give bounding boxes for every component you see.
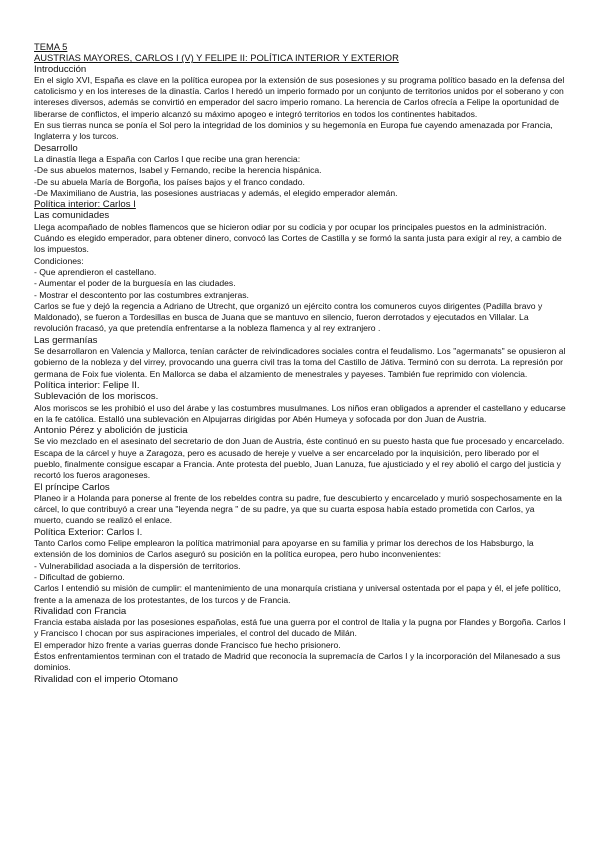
paragraph: Se desarrollaron en Valencia y Mallorca, tenían carácter de reivindicadores sociales contra el feudalismo. Los "agermanats" se opusieron al gobierno de la nobleza y del virrey, provocando una guerra civil tras la toma del Castillo de Játiva. Terminó con su derrota. La represión por germana de Foix fue violenta. En Mallorca se daba el alzamiento de menestrales y payeses. También fue reprimido con violencia. <box>34 346 566 379</box>
paragraph: - Dificultad de gobierno. <box>34 571 125 582</box>
paragraph: Tanto Carlos como Felipe emplearon la política matrimonial para apoyarse en su familia y primar los derechos de los Habsburgo, la extensión de los dominios de Carlos aseguró su posición en la política europea, pero hubo inconvenientes: <box>34 538 534 560</box>
paragraph: - Que aprendieron el castellano. <box>34 266 157 277</box>
document-body <box>34 41 566 685</box>
section-heading: Las comunidades <box>34 210 110 222</box>
section-heading: Introducción <box>34 63 87 75</box>
section-heading: Antonio Pérez y abolición de justicia <box>34 425 188 437</box>
paragraph: -De Maximiliano de Austria, las posesiones austriacas y además, el elegido emperador alemán. <box>34 187 398 198</box>
paragraph: En sus tierras nunca se ponía el Sol pero la integridad de los dominios y su hegemonía en Europa fue cayendo amenazada por Francia, Inglaterra y los turcos. <box>34 120 553 142</box>
section-heading: Sublevación de los moriscos. <box>34 391 159 403</box>
paragraph: Carlos se fue y dejó la regencia a Adriano de Utrecht, que organizó un ejército contra los comuneros cuyos dirigentes (Padilla bravo y Maldonado), se fueron a Tordesillas en busca de Juana que se mantuvo en silencio, fueron derrotados y ejecutados en Villalar. La revolución fracasó, ya que pretendía enfrentarse a la nobleza flamenca y al rey extranjero . <box>34 300 543 334</box>
paragraph: Llega acompañado de nobles flamencos que se hicieron odiar por su codicia y por ocupar los principales puestos en la administración. <box>34 221 547 232</box>
section-heading: Rivalidad con el imperio Otomano <box>34 673 178 685</box>
section-heading: Rivalidad con Francia <box>34 605 127 617</box>
paragraph: Alos moriscos se les prohibió el uso del árabe y las costumbres musulmanes. Los niños eran obligados a aprender el castellano y educarse en la fe católica. Estalló una sublevación en Alpujarras dirigidas por Abén Humeya y sofocada por don Juan de Austria. <box>34 402 566 424</box>
paragraph: Éstos enfrentamientos terminan con el tratado de Madrid que reconocía la supremacía de Carlos I y la incorporación del Milanesado a sus dominios. <box>34 651 561 673</box>
paragraph: - Mostrar el descontento por las costumbres extranjeras. <box>34 289 249 300</box>
paragraph: La dinastía llega a España con Carlos I que recibe una gran herencia: <box>34 153 301 164</box>
paragraph: Se vio mezclado en el asesinato del secretario de don Juan de Austria, éste continuó en su puesto hasta que fue procesado y encarcelado. Escapa de la cárcel y huye a Zaragoza, pero es acusado de hereje y vuelve a ser encarcelado por la inquisición, pero liberado por el pueblo, finalmente consigue escapar a Francia. Ante protesta del pueblo, Juan Lanuza, fue ajusticiado y el rey abolió el cargo del justicia y recortó los fueros aragoneses. <box>34 436 565 481</box>
paragraph: En el siglo XVI, España es clave en la política europea por la extensión de sus posesiones y su programa político basado en la defensa del catolicismo y en los intereses de la dinastía. Carlos I heredó un imperio formado por un conjunto de territorios unidos por el soberano y con intereses diversos, además se convirtió en emperador del sacro imperio romano. La herencia de Carlos ofrecía a Felipe la oportunidad de liberarse de conflictos, el imperio alcanzó su máximo apogeo e integró territorios en todos los continentes habitados. <box>34 74 565 119</box>
section-heading: Desarrollo <box>34 142 78 154</box>
paragraph: -De sus abuelos maternos, Isabel y Fernando, recibe la herencia hispánica. <box>34 165 322 176</box>
section-heading: Política Exterior: Carlos I. <box>34 526 143 538</box>
section-heading: Política interior: Felipe II. <box>34 379 140 391</box>
paragraph: Condiciones: <box>34 255 84 266</box>
section-heading: El príncipe Carlos <box>34 481 110 493</box>
paragraph: Cuándo es elegido emperador, para obtener dinero, convocó las Cortes de Castilla y se formó la santa justa para exigir al rey, a cambio de los impuestos. <box>34 233 562 255</box>
paragraph: El emperador hizo frente a varias guerras donde Francisco fue hecho prisionero. <box>34 639 341 650</box>
paragraph: Planeo ir a Holanda para ponerse al frente de los rebeldes contra su padre, fue descubierto y encarcelado y murió sospechosamente en la cárcel, lo que contribuyó a crear una "leyenda negra " de su padre, ya que su cuarta esposa había estado prometida con Carlos, ya muerto, cuando se realizó el enlace. <box>34 492 562 526</box>
paragraph: - Vulnerabilidad asociada a la dispersión de territorios. <box>34 560 241 571</box>
paragraph: - Aumentar el poder de la burguesía en las ciudades. <box>34 278 236 289</box>
paragraph: -De su abuela María de Borgoña, los países bajos y el franco condado. <box>34 176 305 187</box>
topic-label: TEMA 5 <box>34 41 68 52</box>
document-title: AUSTRIAS MAYORES, CARLOS I (V) Y FELIPE II: POLÍTICA INTERIOR Y EXTERIOR <box>34 52 399 64</box>
section-heading: Las germanías <box>34 334 98 346</box>
paragraph: Carlos I entendió su misión de cumplir: el mantenimiento de una monarquía cristiana y universal ostentada por el papa y él, el jefe político, frente a la amenaza de los protestantes, de los turcos y de Francia. <box>34 583 561 605</box>
section-heading: Política interior: Carlos I <box>34 199 136 211</box>
paragraph: Francia estaba aislada por las posesiones españolas, está fue una guerra por el control de Italia y la pugna por Flandes y Borgoña. Carlos I y Francisco I chocan por sus aspiraciones imperiales, el control del ducado de Milán. <box>34 617 566 639</box>
